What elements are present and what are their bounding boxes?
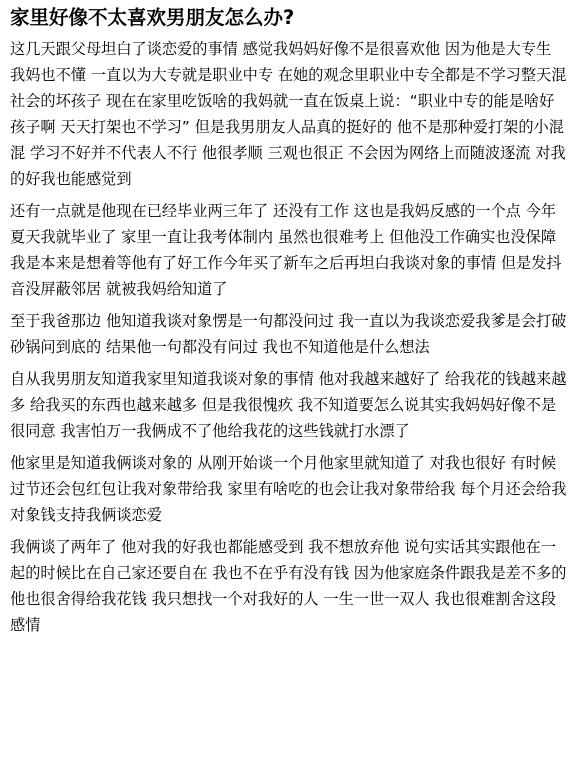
post-paragraph-2: 还有一点就是他现在已经毕业两三年了 还没有工作 这也是我妈反感的一个点 今年夏天我就毕业了 家里一直让我考体制内 虽然也很难考上 但他没工作确实也没保障 我是本来是想着等他有了好工作今年买了新车之后再坦白我谈对象的事情 但是发抖音没屏蔽邻居 就被我妈给知道了: [10, 202, 562, 298]
post-paragraph-4: 自从我男朋友知道我家里知道我谈对象的事情 他对我越来越好了 给我花的钱越来越多 给我买的东西也越来越多 但是我很愧疚 我不知道要怎么说其实我妈妈好像不是很同意 我害怕万一我俩成不了他给我花的这些钱就打水漂了: [10, 370, 567, 440]
post-title: 家里好像不太喜欢男朋友怎么办?: [10, 6, 295, 29]
post-paragraph-3: 至于我爸那边 他知道我谈对象愣是一句都没问过 我一直以为我谈恋爱我爹是会打破砂锅问到底的 结果他一句都没有问过 我也不知道他是什么想法: [10, 312, 567, 356]
post-paragraph-5: 他家里是知道我俩谈对象的 从刚开始谈一个月他家里就知道了 对我也很好 有时候过节还会包红包让我对象带给我 家里有啥吃的也会让我对象带给我 每个月还会给我对象钱支持我俩谈恋爱: [10, 454, 567, 524]
post-paragraph-6: 我俩谈了两年了 他对我的好我也都能感受到 我不想放弃他 说句实话其实跟他在一起的时候比在自己家还要自在 我也不在乎有没有钱 因为他家庭条件跟我是差不多的 他也很舍得给我花钱 我只想找一个对我好的人 一生一世一双人 我也很难割舍这段感情: [10, 538, 567, 634]
post-paragraph-1: 这几天跟父母坦白了谈恋爱的事情 感觉我妈妈好像不是很喜欢他 因为他是大专生 我妈也不懂 一直以为大专就是职业中专 在她的观念里职业中专全都是不学习整天混社会的坏孩子 现在在家里吃饭啥的我妈就一直在饭桌上说：“职业中专的能是啥好孩子啊 天天打架也不学习” 但是我男朋友人品真的挺好的 他不是那种爱打架的小混混 学习不好并不代表人不行 他很孝顺 三观也很正 不会因为网络上而随波逐流 对我的好我也能感觉到: [10, 40, 567, 188]
